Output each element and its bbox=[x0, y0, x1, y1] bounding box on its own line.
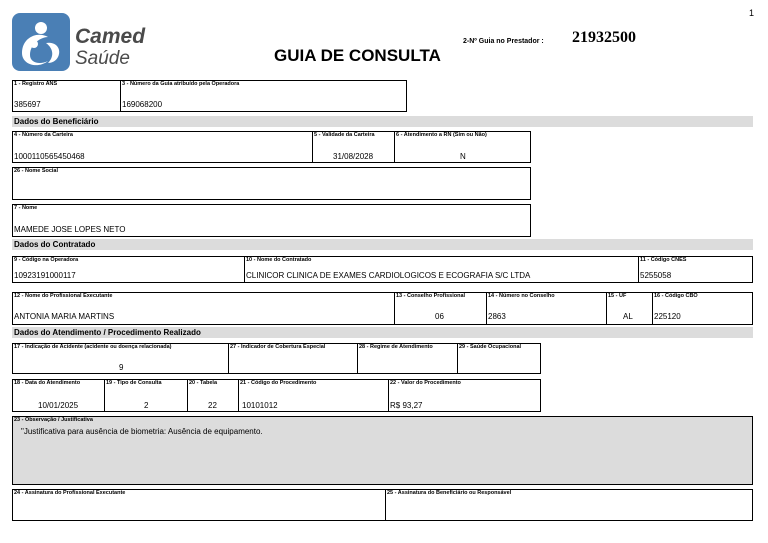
field-value: N bbox=[460, 152, 466, 161]
field-label: 19 - Tipo de Consulta bbox=[106, 380, 162, 386]
field-label: 29 - Saúde Ocupacional bbox=[459, 344, 522, 350]
field-nome-social bbox=[12, 167, 531, 200]
field-label: 10 - Nome do Contratado bbox=[246, 257, 312, 263]
field-label: 9 - Código na Operadora bbox=[14, 257, 79, 263]
field-value: 9 bbox=[119, 363, 124, 372]
field-value: AL bbox=[623, 312, 633, 321]
field-label: 15 - UF bbox=[608, 293, 627, 299]
field-label: 14 - Número no Conselho bbox=[488, 293, 555, 299]
field-value: 10101012 bbox=[242, 401, 278, 410]
field-value: 1000110565450468 bbox=[14, 152, 85, 161]
field-atendimento-rn bbox=[394, 131, 531, 163]
field-registro-ans bbox=[12, 80, 121, 112]
field-tabela bbox=[187, 379, 239, 412]
field-value: MAMEDE JOSE LOPES NETO bbox=[14, 225, 126, 234]
field-label: 26 - Nome Social bbox=[14, 168, 59, 174]
field-assinatura-beneficiario bbox=[385, 489, 753, 521]
field-saude-ocupacional bbox=[457, 343, 541, 374]
field-conselho-profissional bbox=[394, 292, 487, 325]
field-label: 12 - Nome do Profissional Executante bbox=[14, 293, 113, 299]
field-value: 385697 bbox=[14, 100, 41, 109]
field-label: 16 - Código CBO bbox=[654, 293, 698, 299]
section-title: Dados do Contratado bbox=[14, 240, 96, 249]
field-valor-procedimento bbox=[388, 379, 541, 412]
field-label: 1 - Registro ANS bbox=[14, 81, 58, 87]
field-value: 10/01/2025 bbox=[38, 401, 79, 410]
field-label: 20 - Tabela bbox=[189, 380, 218, 386]
section-contratado bbox=[12, 239, 753, 250]
camed-logo-icon bbox=[12, 13, 70, 71]
field-codigo-operadora bbox=[12, 256, 245, 283]
field-label: 21 - Código do Procedimento bbox=[240, 380, 317, 386]
field-numero-conselho bbox=[486, 292, 607, 325]
field-numero-guia-operadora bbox=[120, 80, 407, 112]
field-nome bbox=[12, 204, 531, 237]
page-title: GUIA DE CONSULTA bbox=[274, 46, 441, 65]
field-label: 18 - Data do Atendimento bbox=[14, 380, 81, 386]
field-assinatura-profissional bbox=[12, 489, 386, 521]
guia-prestador-label: 2-Nº Guia no Prestador : bbox=[463, 38, 544, 45]
field-tipo-consulta bbox=[104, 379, 188, 412]
field-value: 225120 bbox=[654, 312, 681, 321]
field-label: 6 - Atendimento a RN (Sim ou Não) bbox=[396, 132, 487, 138]
field-label: 5 - Validade da Carteira bbox=[314, 132, 375, 138]
section-title: Dados do Beneficiário bbox=[14, 117, 99, 126]
field-validade-carteira bbox=[312, 131, 395, 163]
field-value: 22 bbox=[208, 401, 217, 410]
field-label: 22 - Valor do Procedimento bbox=[390, 380, 461, 386]
page-number: 1 bbox=[749, 8, 755, 18]
section-beneficiario bbox=[12, 116, 753, 127]
field-value: R$ 93,27 bbox=[390, 401, 423, 410]
field-codigo-procedimento bbox=[238, 379, 389, 412]
field-profissional-executante bbox=[12, 292, 395, 325]
camed-logo bbox=[12, 13, 146, 71]
field-label: 7 - Nome bbox=[14, 205, 38, 211]
field-label: 25 - Assinatura do Beneficiário ou Responsável bbox=[387, 490, 512, 496]
field-value: 169068200 bbox=[122, 100, 163, 109]
section-atendimento bbox=[12, 327, 753, 338]
field-indicacao-acidente bbox=[12, 343, 229, 374]
field-codigo-cnes bbox=[638, 256, 753, 283]
field-label: 17 - Indicação de Acidente (acidente ou doença relacionada) bbox=[14, 344, 172, 350]
field-label: 28 - Regime de Atendimento bbox=[359, 344, 433, 350]
field-label: 24 - Assinatura do Profissional Executante bbox=[14, 490, 126, 496]
field-label: 3 - Número da Guia atribuído pela Operadora bbox=[122, 81, 240, 87]
field-value: 2 bbox=[144, 401, 149, 410]
field-numero-carteira bbox=[12, 131, 313, 163]
field-data-atendimento bbox=[12, 379, 105, 412]
section-title: Dados do Atendimento / Procedimento Realizado bbox=[14, 328, 201, 337]
field-value: 31/08/2028 bbox=[333, 152, 374, 161]
guia-prestador-value: 21932500 bbox=[572, 29, 636, 46]
field-value: "Justificativa para ausência de biometria: Ausência de equipamento. bbox=[21, 427, 263, 436]
field-value: ANTONIA MARIA MARTINS bbox=[14, 312, 115, 321]
field-label: 4 - Número da Carteira bbox=[14, 132, 73, 138]
field-value: 10923191000117 bbox=[14, 271, 76, 280]
field-label: 27 - Indicador de Cobertura Especial bbox=[230, 344, 326, 350]
field-label: 13 - Conselho Profissional bbox=[396, 293, 466, 299]
field-regime-atendimento bbox=[357, 343, 458, 374]
field-value: 2863 bbox=[488, 312, 506, 321]
field-value: 5255058 bbox=[640, 271, 672, 280]
field-nome-contratado bbox=[244, 256, 639, 283]
logo-sub: Saúde bbox=[75, 48, 130, 69]
field-value: 06 bbox=[435, 312, 444, 321]
field-uf bbox=[606, 292, 653, 325]
logo-brand: Camed bbox=[75, 25, 146, 48]
field-label: 11 - Código CNES bbox=[640, 257, 687, 263]
field-label: 23 - Observação / Justificativa bbox=[14, 417, 93, 423]
field-cobertura-especial bbox=[228, 343, 358, 374]
field-observacao bbox=[12, 416, 753, 485]
field-codigo-cbo bbox=[652, 292, 753, 325]
field-value: CLINICOR CLINICA DE EXAMES CARDIOLOGICOS E ECOGRAFIA S/C LTDA bbox=[246, 271, 531, 280]
